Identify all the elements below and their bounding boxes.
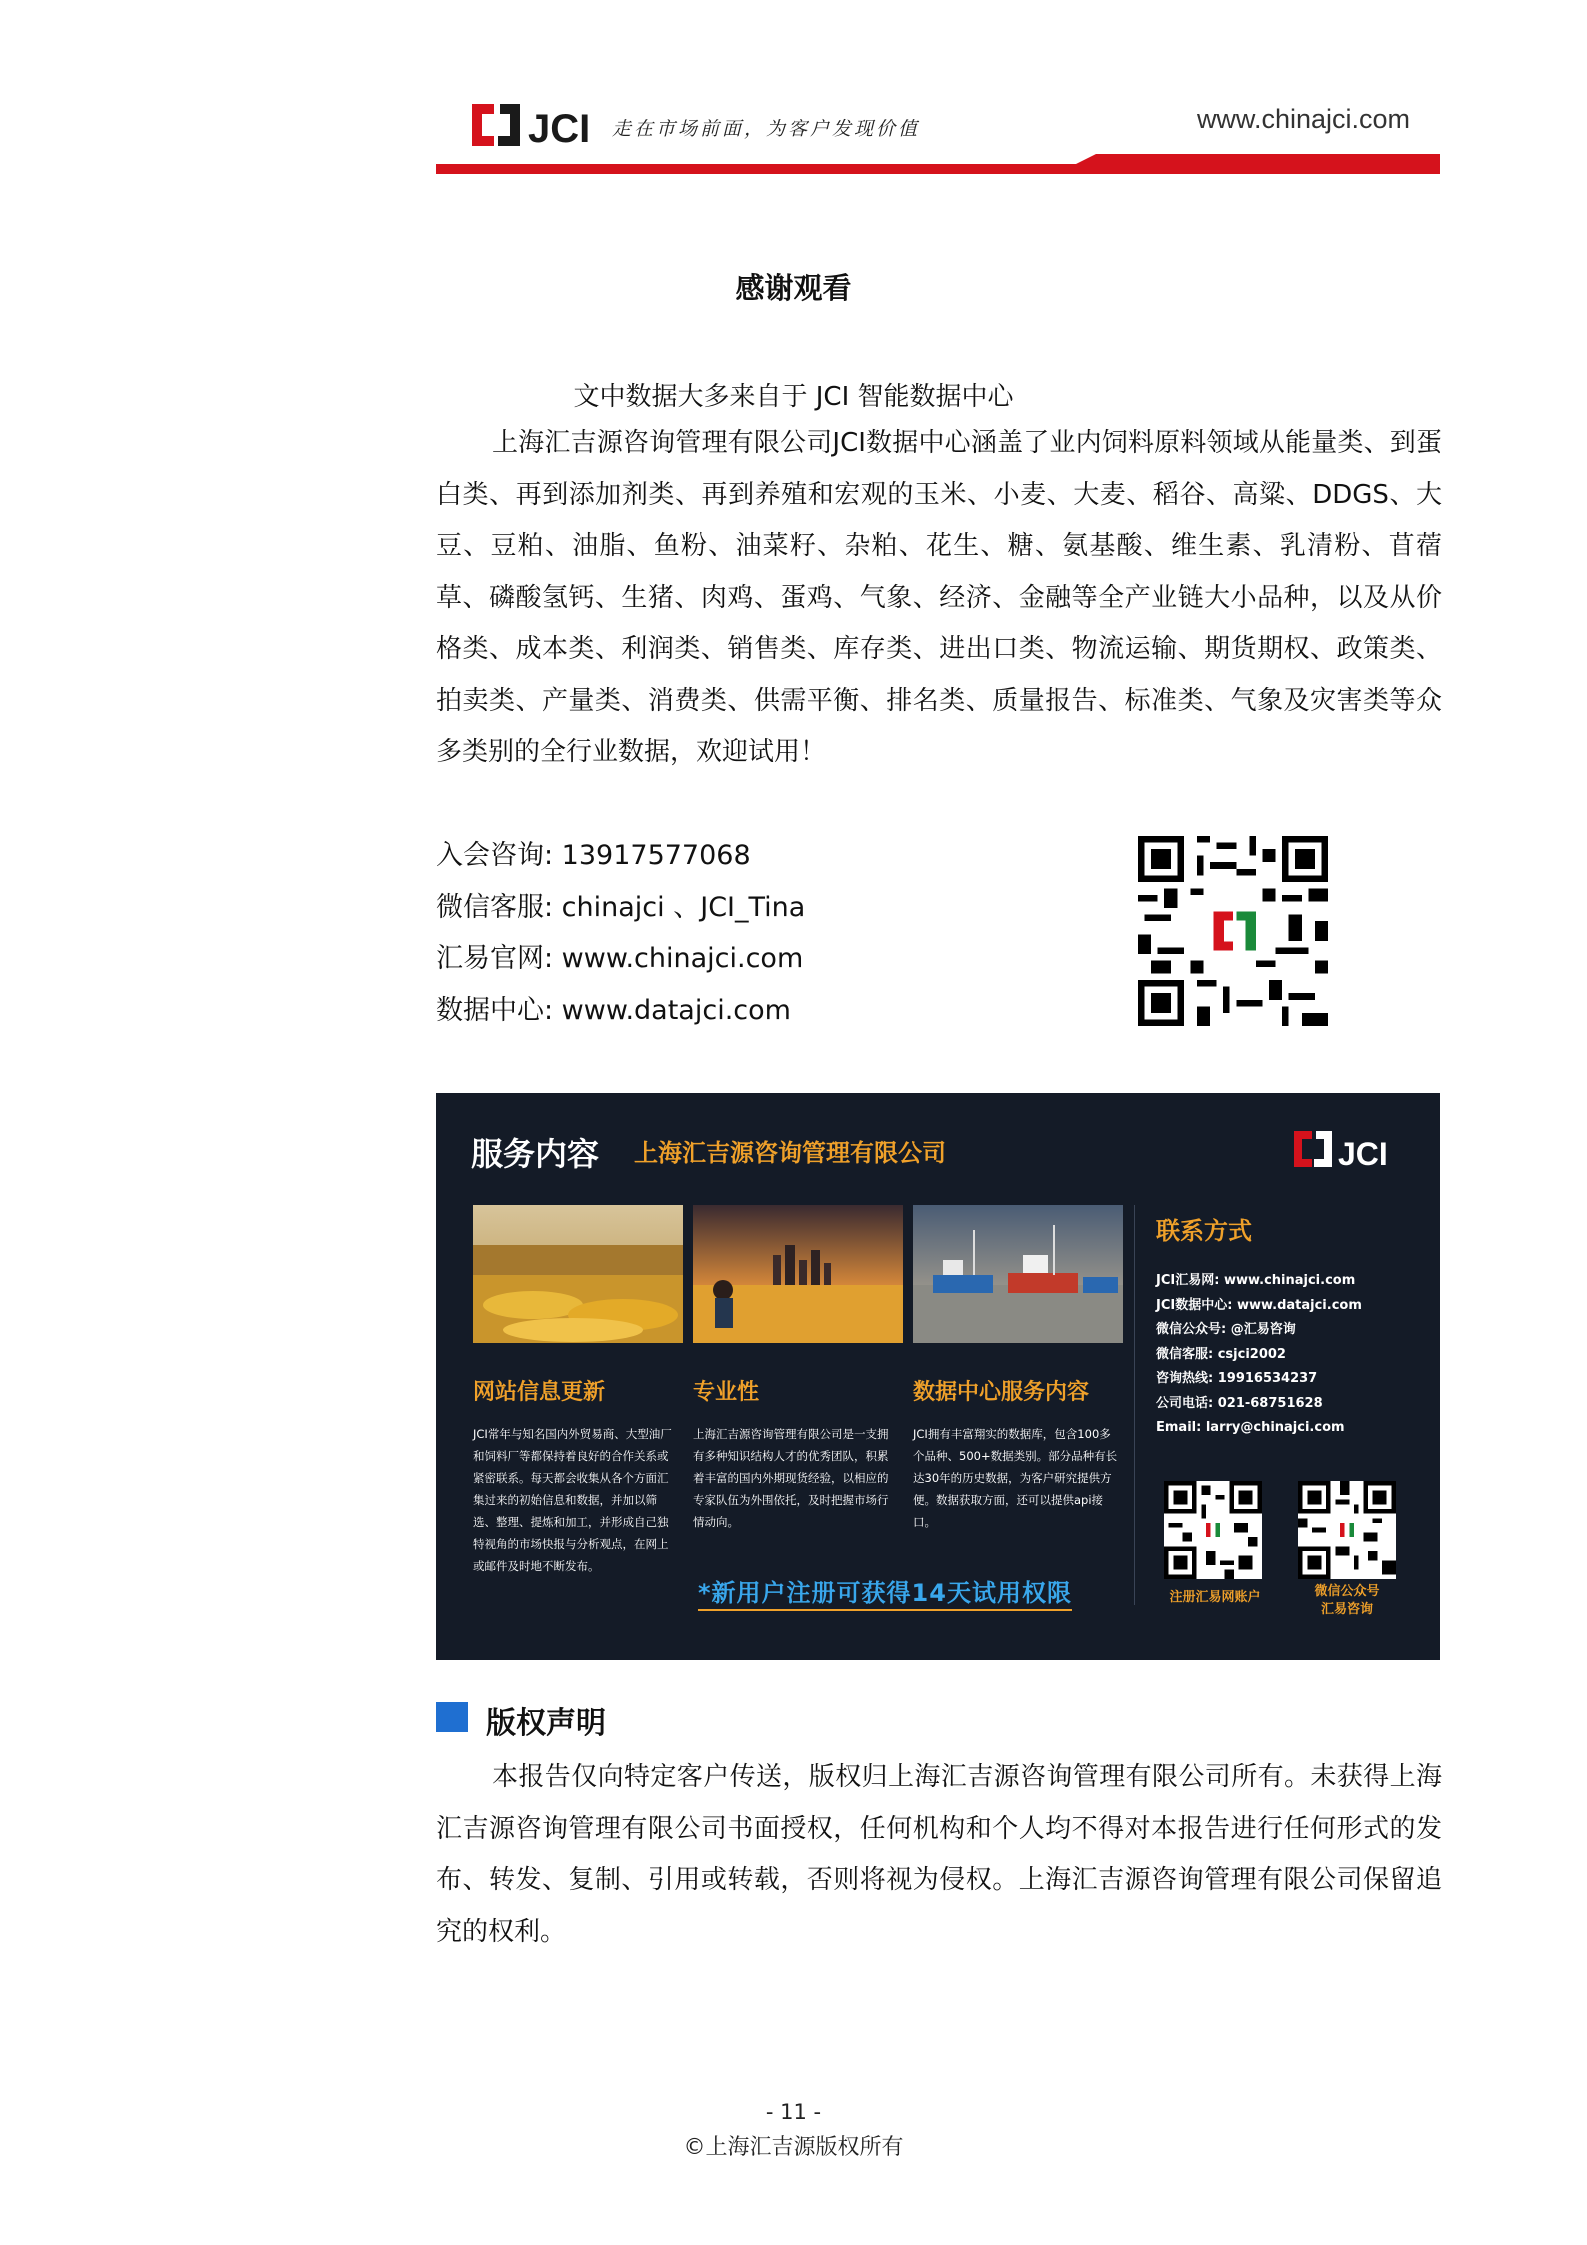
column-text-professionalism: 上海汇吉源咨询管理有限公司是一支拥有多种知识结构人才的优秀团队，积累着丰富的国内外期现货经验，以相应的专家队伍为外围依托，及时把握市场行情动向。 <box>693 1427 889 1529</box>
trial-promo: *新用户注册可获得14天试用权限 <box>698 1573 1072 1611</box>
page-number: - 11 - <box>765 2100 822 2124</box>
banner-company: 上海汇吉源咨询管理有限公司 <box>634 1139 946 1167</box>
copyright-paragraph: 本报告仅向特定客户传送，版权归上海汇吉源咨询管理有限公司所有。未获得上海汇吉源咨询管理有限公司书面授权，任何机构和个人均不得对本报告进行任何形式的发布、转发、复制、引用或转载，否则将视为侵权。上海汇吉源咨询管理有限公司保留追究的权利。 <box>436 1762 1442 1947</box>
banner-contact-hotline: 咨询热线: 19916534237 <box>1156 1371 1318 1386</box>
wechat-qr-caption: 微信公众号 汇易咨询 <box>1314 1584 1380 1617</box>
data-source-line: 文中数据大多来自于 JCI 智能数据中心 <box>573 382 1014 412</box>
footer-copyright: ©上海汇吉源版权所有 <box>683 2135 904 2160</box>
register-qr-caption: 注册汇易网账户 <box>1169 1590 1261 1605</box>
corn-field-image <box>473 1205 683 1343</box>
svg-text:JCI: JCI <box>528 107 590 150</box>
banner-contact-email[interactable]: Email: larry@chinajci.com <box>1156 1420 1345 1435</box>
header-site-url[interactable]: www.chinajci.com <box>1196 104 1410 134</box>
corn-city-image <box>693 1205 903 1343</box>
banner-contact-list <box>1156 1269 1362 1441</box>
column-title-website-updates: 网站信息更新 <box>473 1380 606 1405</box>
page-header <box>436 92 1440 176</box>
banner-contact-wechat-account: 微信公众号: @汇易咨询 <box>1156 1322 1296 1337</box>
column-text-website-updates: JCI常年与知名国内外贸易商、大型油厂和饲料厂等都保持着良好的合作关系或紧密联系。每天都会收集从各个方面汇集过来的初始信息和数据，并加以筛选、整理、提炼和加工，并形成自己独特视角的市场快报与分析观点，在网上或邮件及时地不断发布。 <box>473 1427 672 1573</box>
page-title: 感谢观看 <box>735 271 852 305</box>
jci-logo <box>470 100 590 150</box>
wechat-qr-code-icon <box>1298 1481 1396 1579</box>
service-banner <box>436 1093 1440 1660</box>
column-title-professionalism: 专业性 <box>693 1380 760 1405</box>
banner-jci-logo <box>1292 1127 1392 1171</box>
banner-contact-website[interactable]: JCI汇易网: www.chinajci.com <box>1156 1273 1356 1288</box>
register-qr-code-icon <box>1164 1481 1262 1579</box>
banner-contact-wechat-service: 微信客服: csjci2002 <box>1156 1346 1286 1362</box>
intro-paragraph: 上海汇吉源咨询管理有限公司JCI数据中心涵盖了业内饲料原料领域从能量类、到蛋白类、再到添加剂类、再到养殖和宏观的玉米、小麦、大麦、稻谷、高粱、DDGS、大豆、豆粕、油脂、鱼粉、油菜籽、杂粕、花生、糖、氨基酸、维生素、乳清粉、苜蓿草、磷酸氢钙、生猪、肉鸡、蛋鸡、气象、经济、金融等全产业链大小品种，以及从价格类、成本类、利润类、销售类、库存类、进出口类、物流运输、期货期权、政策类、拍卖类、产量类、消费类、供需平衡、排名类、质量报告、标准类、气象及灾害类等众多类别的全行业数据，欢迎试用！ <box>436 428 1442 767</box>
banner-divider <box>1134 1205 1135 1605</box>
qr-code-icon <box>1138 836 1328 1026</box>
banner-contact-title: 联系方式 <box>1156 1217 1252 1245</box>
harbor-boats-image <box>913 1205 1123 1343</box>
column-text-datacenter-services: JCI拥有丰富翔实的数据库，包含100多个品种、500+数据类别。部分品种有长达30年的历史数据，为客户研究提供方便。数据获取方面，还可以提供api接口。 <box>913 1427 1118 1529</box>
contact-wechat: 微信客服: chinajci 、JCI_Tina <box>436 891 806 923</box>
contact-list <box>436 830 805 1036</box>
svg-text:JCI: JCI <box>1338 1136 1388 1171</box>
contact-website[interactable]: 汇易官网: www.chinajci.com <box>436 943 804 974</box>
header-red-bar <box>436 154 1440 174</box>
column-title-datacenter-services: 数据中心服务内容 <box>913 1380 1090 1405</box>
banner-title: 服务内容 <box>471 1135 600 1173</box>
banner-contact-phone: 公司电话: 021-68751628 <box>1156 1395 1323 1411</box>
header-slogan: 走在市场前面，为客户发现价值 <box>612 118 921 140</box>
heading-square-icon <box>436 1702 468 1732</box>
banner-contact-datacenter[interactable]: JCI数据中心: www.datajci.com <box>1156 1297 1362 1313</box>
contact-datacenter[interactable]: 数据中心: www.datajci.com <box>436 994 791 1026</box>
contact-membership: 入会咨询: 13917577068 <box>436 840 751 871</box>
copyright-title: 版权声明 <box>486 1706 606 1741</box>
